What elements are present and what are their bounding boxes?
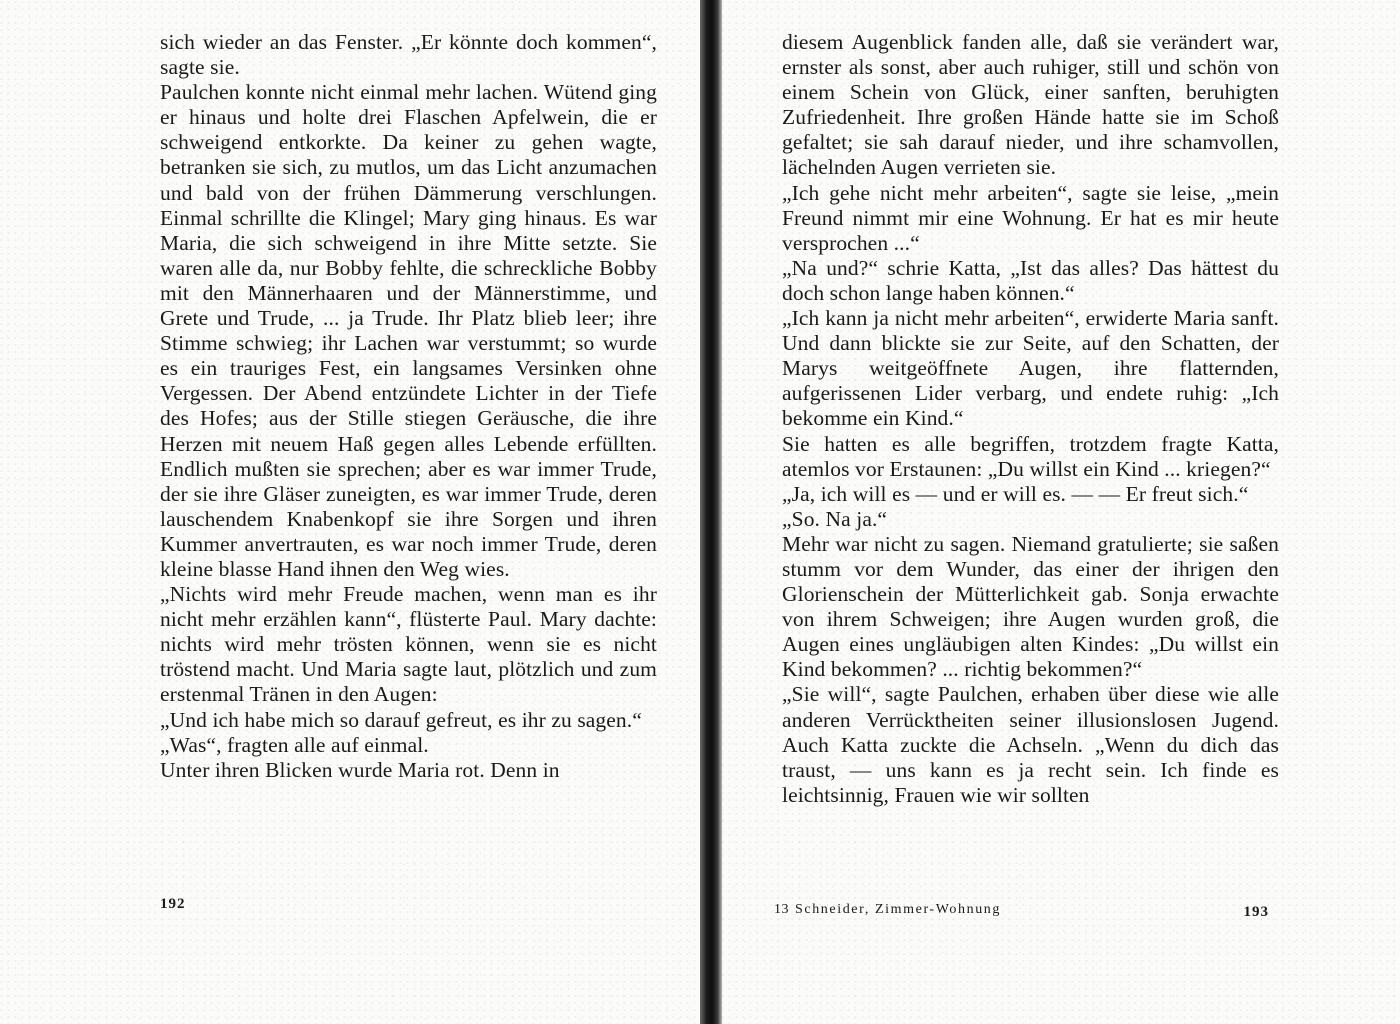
- signature-number: 13: [774, 902, 789, 917]
- page-number: 192: [160, 896, 186, 912]
- page-footer: [774, 902, 1279, 924]
- book-gutter: [700, 0, 722, 1024]
- paragraph: „Ja, ich will es — und er will es. — — Er freut sich.“: [782, 481, 1249, 506]
- right-page: [774, 30, 1279, 920]
- paragraph: Unter ihren Blicken wurde Maria rot. Denn in: [160, 757, 560, 782]
- left-page: [160, 30, 657, 912]
- page-number: 193: [1243, 904, 1269, 920]
- paragraph: „Na und?“ schrie Katta, „Ist das alles? Das hättest du doch schon lange haben können.“: [782, 255, 1279, 305]
- paragraph: sich wieder an das Fenster. „Er könnte doch kommen“, sagte sie.: [160, 30, 657, 80]
- paragraph: „Sie will“, sagte Paulchen, erhaben über diese wie alle anderen Verrücktheiten seiner illusionslosen Jugend. Auch Katta zuckte die Achseln. „Wenn du dich das traust, — uns kann es ja recht sein. Ich finde es leichtsinnig, Frauen wie wir sollten: [782, 682, 1279, 807]
- signature-text: Schneider, Zimmer-Wohnung: [795, 902, 1001, 917]
- paragraph: diesem Augenblick fanden alle, daß sie verändert war, ernster als sonst, aber auch ruhiger, still und schön von einem Schein von Glück, einer sanften, beruhigten Zufriedenheit. Ihre großen Hände hatte sie im Schoß gefaltet; sie sah darauf nieder, und ihre schamvollen, lächelnden Augen verrieten sie.: [782, 30, 1279, 180]
- paragraph: „Und ich habe mich so darauf gefreut, es ihr zu sagen.“: [160, 707, 642, 732]
- paragraph: Paulchen konnte nicht einmal mehr lachen. Wütend ging er hinaus und holte drei Flaschen Apfelwein, die er schweigend entkorkte. Da keiner zu gehen wagte, betranken sie sich, zu mutlos, um das Licht anzumachen und bald von der frühen Dämmerung verschlungen. Einmal schrillte die Klingel; Mary ging hinaus. Es war Maria, die sich schweigend in ihre Mitte setzte. Sie waren alle da, nur Bobby fehlte, die schreckliche Bobby mit den Männerhaaren und der Männerstimme, und Grete und Trude, ... ja Trude. Ihr Platz blieb leer; ihre Stimme schwieg; ihr Lachen war verstummt; so wurde es ein trauriges Fest, ein langsames Versinken ohne Vergessen. Der Abend entzündete Lichter in der Tiefe des Hofes; aus der Stille stiegen Geräusche, die ihre Herzen mit neuem Haß gegen alles Lebende erfüllten. Endlich mußten sie sprechen; aber es war immer Trude, der sie ihre Gläser zuneigten, es war immer Trude, deren lauschendem Knabenkopf sie ihre Sorgen und ihren Kummer anvertrauten, es war noch immer Trude, deren kleine blasse Hand ihnen den Weg wies.: [160, 80, 657, 581]
- paragraph: „Was“, fragten alle auf einmal.: [160, 732, 429, 757]
- left-page-text: [160, 30, 657, 783]
- signature-mark: [774, 902, 1001, 918]
- right-page-text: [782, 30, 1279, 808]
- paragraph: „So. Na ja.“: [782, 506, 888, 531]
- paragraph: „Ich gehe nicht mehr arbeiten“, sagte sie leise, „mein Freund nimmt mir eine Wohnung. Er hat es mir heute versprochen ...“: [782, 180, 1279, 255]
- paragraph: „Nichts wird mehr Freude machen, wenn man es ihr nicht mehr erzählen kann“, flüsterte Paul. Mary dachte: nichts wird mehr trösten können, wenn sie es nicht tröstend macht. Und Maria sagte laut, plötzlich und zum erstenmal Tränen in den Augen:: [160, 582, 657, 707]
- paragraph: „Ich kann ja nicht mehr arbeiten“, erwiderte Maria sanft. Und dann blickte sie zur Seite, auf den Schatten, der Marys weitgeöffnete Augen, ihre flatternden, aufgerissenen Lider verbarg, und endete ruhig: „Ich bekomme ein Kind.“: [782, 306, 1279, 431]
- paragraph: Mehr war nicht zu sagen. Niemand gratulierte; sie saßen stumm vor dem Wunder, das einer der ihrigen den Glorienschein der Mütterlichkeit gab. Sonja erwachte von ihrem Schweigen; ihre Augen wurden groß, die Augen eines ungläubigen alten Kindes: „Du willst ein Kind bekommen? ... richtig bekommen?“: [782, 531, 1279, 682]
- paragraph: Sie hatten es alle begriffen, trotzdem fragte Katta, atemlos vor Erstaunen: „Du willst ein Kind ... kriegen?“: [782, 431, 1279, 481]
